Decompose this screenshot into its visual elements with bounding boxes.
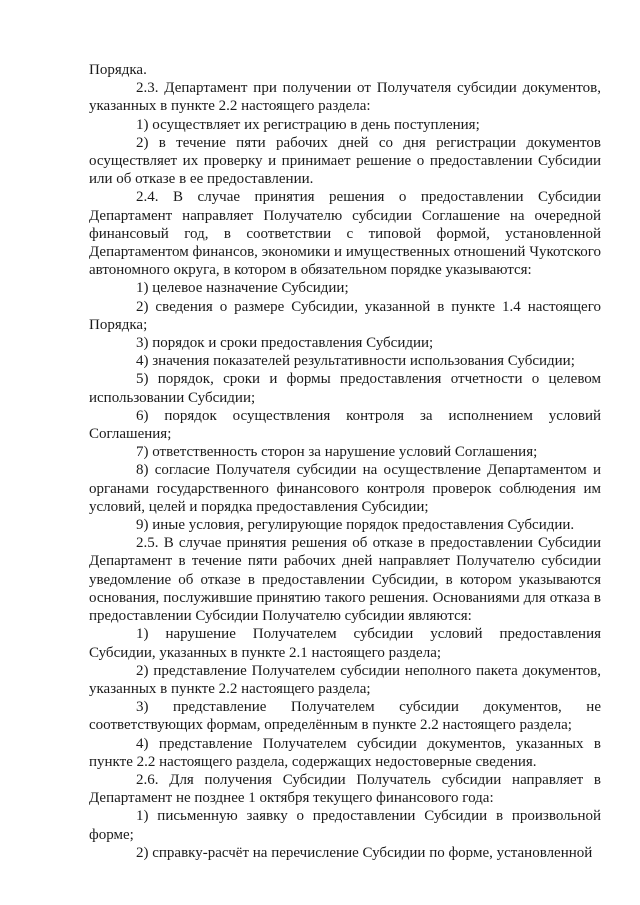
list-item: 2) представление Получателем субсидии неполного пакета документов, указанных в пункте 2.2 настоящего раздела; xyxy=(89,662,601,697)
list-item: 9) иные условия, регулирующие порядок предоставления Субсидии. xyxy=(136,517,575,534)
list-item: 1) целевое назначение Субсидии; xyxy=(136,280,349,297)
list-item: 5) порядок, сроки и формы предоставления отчетности о целевом использовании Субсидии; xyxy=(89,371,601,406)
paragraph-continuation: Порядка. xyxy=(89,62,147,78)
list-item: 2) в течение пяти рабочих дней со дня регистрации документов осуществляет их проверку и принимает решение о предоставлении Субсидии или об отказе в ее предоставлении. xyxy=(89,134,601,188)
list-item: 2) сведения о размере Субсидии, указанной в пункте 1.4 настоящего Порядка; xyxy=(89,298,601,333)
document-page xyxy=(89,61,601,862)
list-item: 1) письменную заявку о предоставлении Субсидии в произвольной форме; xyxy=(89,808,601,843)
list-item: 1) нарушение Получателем субсидии условий предоставления Субсидии, указанных в пункте 2.1 настоящего раздела; xyxy=(89,626,601,661)
list-item: 2) справку-расчёт на перечисление Субсидии по форме, установленной xyxy=(136,844,593,861)
paragraph-2-5: 2.5. В случае принятия решения об отказе в предоставлении Субсидии Департамент в течение пяти рабочих дней направляет Получателю субсидии уведомление об отказе в предоставлении Субсидии, в котором указываются основания, послужившие принятию такого решения. Основаниями для отказа в предоставлении Субсидии Получателю субсидии являются: xyxy=(89,535,601,625)
list-item: 8) согласие Получателя субсидии на осуществление Департаментом и органами государственного финансового контроля проверок соблюдения им условий, целей и порядка предоставления Субсидии; xyxy=(89,462,601,515)
list-item: 6) порядок осуществления контроля за исполнением условий Соглашения; xyxy=(89,407,601,443)
list-item: 7) ответственность сторон за нарушение условий Соглашения; xyxy=(136,444,538,461)
list-item: 4) значения показателей результативности использования Субсидии; xyxy=(136,353,575,370)
list-item: 1) осуществляет их регистрацию в день поступления; xyxy=(136,116,480,133)
list-item: 3) порядок и сроки предоставления Субсидии; xyxy=(136,335,434,352)
list-item: 3) представление Получателем субсидии документов, не соответствующих формам, определённым в пункте 2.2 настоящего раздела; xyxy=(89,699,601,734)
paragraph-2-4: 2.4. В случае принятия решения о предоставлении Субсидии Департамент направляет Получателю субсидии Соглашение на очередной финансовый год, в соответствии с типовой формой, установленной Департаментом финансов, экономики и имущественных отношений Чукотского автономного округа, в котором в обязательном порядке указываются: xyxy=(89,189,601,279)
list-item: 4) представление Получателем субсидии документов, указанных в пункте 2.2 настоящего раздела, содержащих недостоверные сведения. xyxy=(89,735,601,770)
paragraph-2-3: 2.3. Департамент при получении от Получателя субсидии документов, указанных в пункте 2.2 настоящего раздела: xyxy=(89,80,601,115)
paragraph-2-6: 2.6. Для получения Субсидии Получатель субсидии направляет в Департамент не позднее 1 октября текущего финансового года: xyxy=(89,771,601,807)
